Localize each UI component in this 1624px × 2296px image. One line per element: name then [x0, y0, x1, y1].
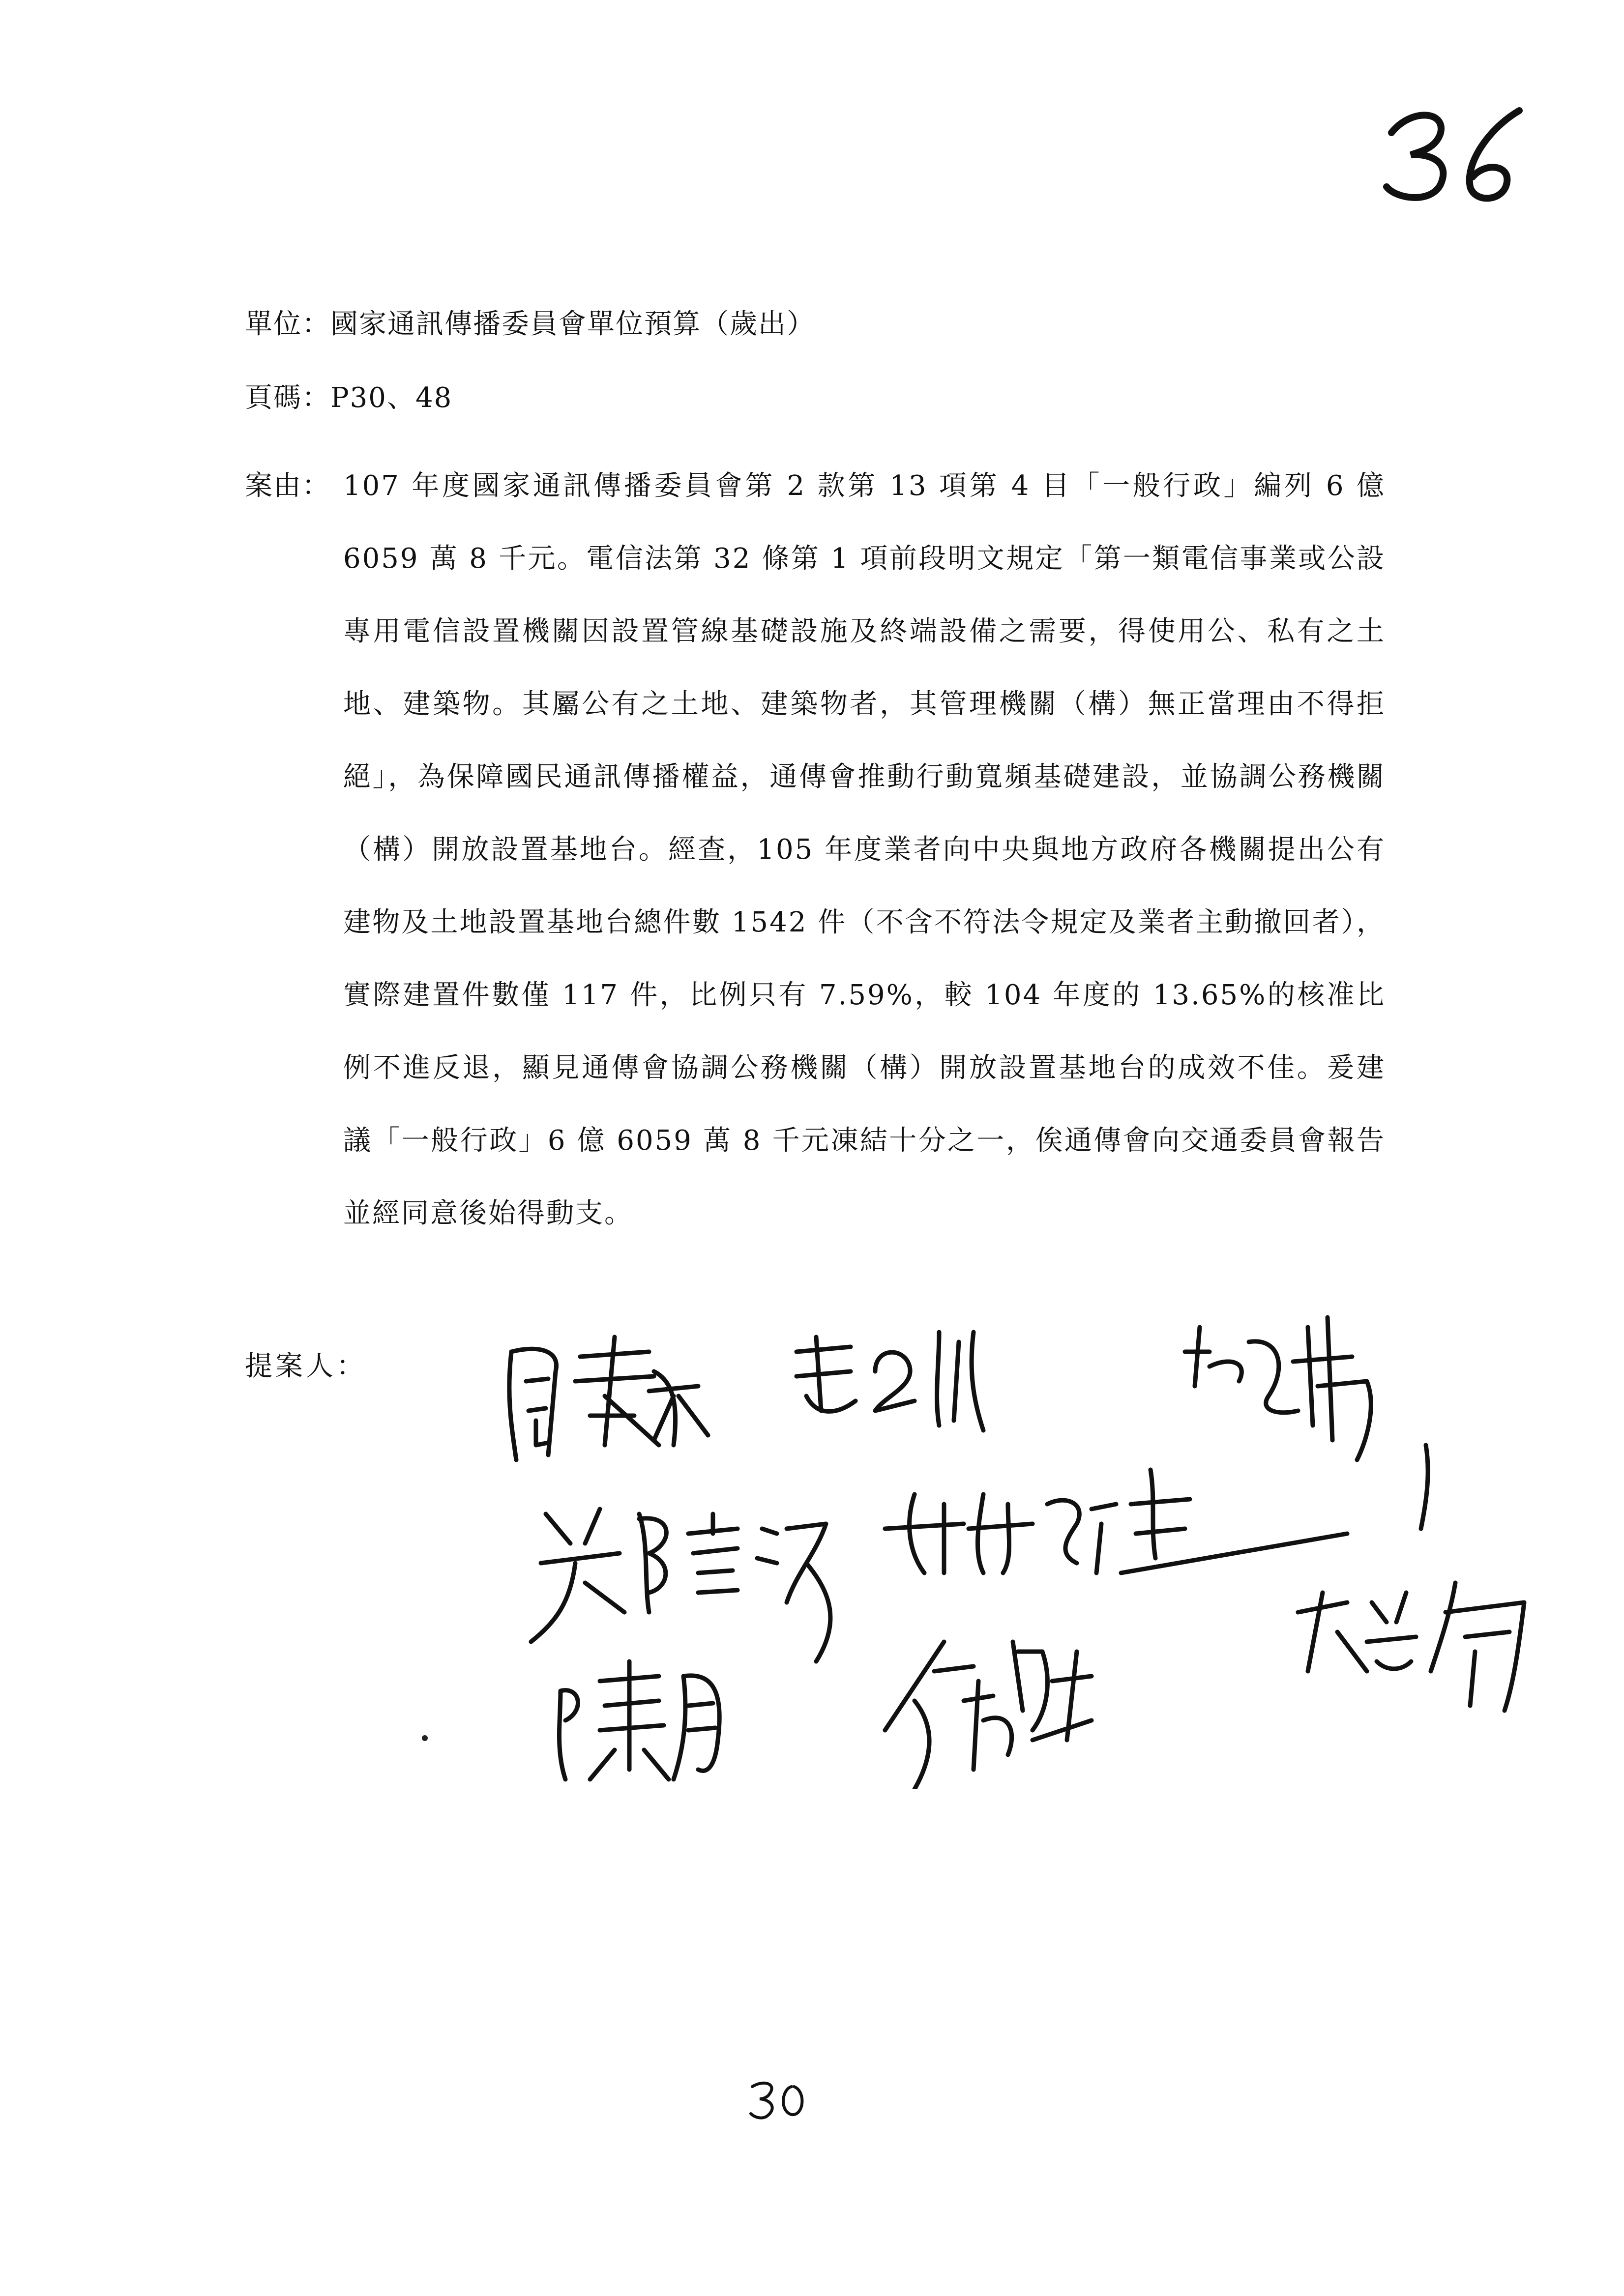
handwritten-page-number-bottom — [745, 2074, 814, 2123]
signatures-area — [443, 1298, 1573, 1789]
case-text: 107 年度國家通訊傳播委員會第 2 款第 13 項第 4 目「一般行政」編列 6 億 6059 萬 8 千元。電信法第 32 條第 1 項前段明文規定「第一類電信事業或公設專用電信設置機關因設置管線基礎設施及終端設備之需要，得使用公、私有之土地、建築物。其屬公有之土地、建築物者，其管理機關（構）無正當理由不得拒絕」，為保障國民通訊傳播權益，通傳會推動行動寬頻基礎建設，並協調公務機關（構）開放設置基地台。經查，105 年度業者向中央與地方政府各機關提出公有建物及土地設置基地台總件數 1542 件（不含不符法令規定及業者主動撤回者），實際建置件數僅 117 件，比例只有 7.59%，較 104 年度的 13.65%的核准比例不進反退，顯見通傳會協調公務機關（構）開放設置基地台的成效不佳。爰建議「一般行政」6 億 6059 萬 8 千元凍結十分之一，俟通傳會向交通委員會報告並經同意後始得動支。 — [343, 470, 1386, 1229]
signature-9-icon — [1421, 1445, 1428, 1529]
page-label: 頁碼 — [245, 382, 302, 414]
signature-7-icon — [885, 1642, 1092, 1789]
page-value: P30、48 — [330, 382, 453, 414]
unit-row: 單位：國家通訊傳播委員會單位預算（歲出） — [245, 305, 815, 344]
stray-dot — [422, 1735, 428, 1741]
case-label-row: 案由： — [245, 470, 330, 502]
unit-label: 單位 — [245, 308, 302, 340]
signature-8-icon — [1298, 1583, 1524, 1711]
signature-5-icon — [885, 1470, 1347, 1573]
unit-value: 國家通訊傳播委員會單位預算（歲出） — [330, 308, 815, 340]
proposer-label: 提案人： — [245, 1350, 367, 1382]
page-row: 頁碼：P30、48 — [245, 378, 452, 418]
signature-4-icon — [531, 1509, 830, 1661]
handwritten-page-number-top — [1372, 98, 1549, 211]
handwritten-36-icon — [1372, 98, 1549, 211]
signature-6-icon — [560, 1661, 720, 1779]
signature-3-icon — [1185, 1317, 1371, 1460]
signature-2-icon — [797, 1332, 983, 1430]
case-label: 案由 — [245, 470, 302, 502]
signature-1-icon — [509, 1337, 708, 1460]
handwritten-30-icon — [745, 2074, 814, 2123]
